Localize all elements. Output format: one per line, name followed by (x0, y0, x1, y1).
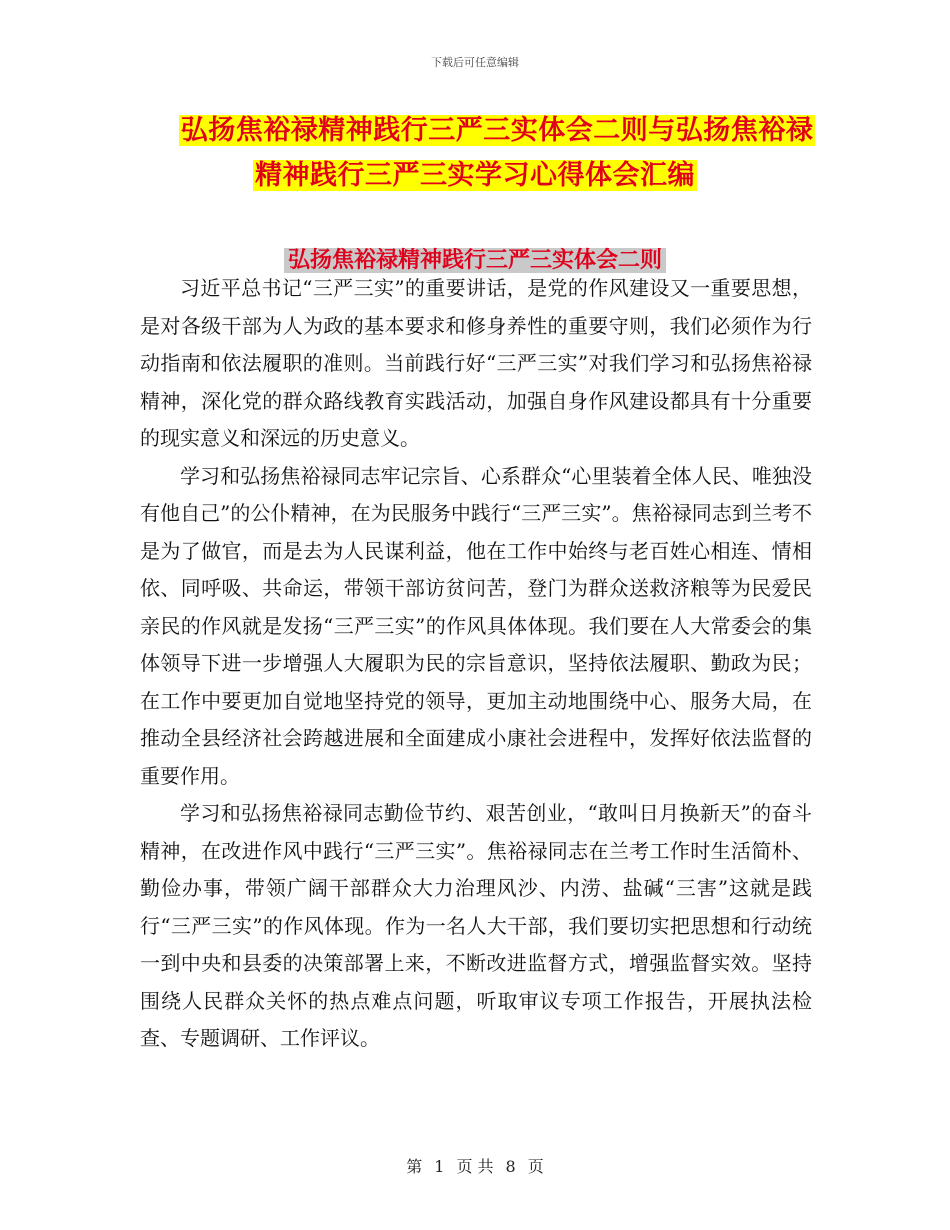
page-footer (0, 1154, 950, 1177)
footer-middle: 页 共 (456, 1157, 494, 1176)
paragraph-3: 学习和弘扬焦裕禄同志勤俭节约、艰苦创业，“敢叫日月换新天”的奋斗精神，在改进作风中践行“三严三实”。焦裕禄同志在兰考工作时生活简朴、勤俭办事，带领广阔干部群众大力治理风沙、内涝、盐碱“三害”这就是践行“三严三实”的作风体现。作为一名人大干部，我们要切实把思想和行动统一到中央和县委的决策部署上来，不断改进监督方式，增强监督实效。坚持围绕人民群众关怀的热点难点问题，听取审议专项工作报告，开展执法检查、专题调研、工作评议。 (140, 801, 812, 1050)
title-line-2-text: 精神践行三严三实学习心得体会汇编 (255, 160, 695, 191)
paragraph-2: 学习和弘扬焦裕禄同志牢记宗旨、心系群众“心里装着全体人民、唯独没有他自己”的公仆精神，在为民服务中践行“三严三实”。焦裕禄同志到兰考不是为了做官，而是去为人民谋利益，他在工作中始终与老百姓心相连、情相依、同呼吸、共命运，带领干部访贫问苦，登门为群众送救济粮等为民爱民亲民的作风就是发扬“三严三实”的作风具体体现。我们要在人大常委会的集体领导下进一步增强人大履职为民的宗旨意识，坚持依法履职、勤政为民；在工作中要更加自觉地坚持党的领导，更加主动地围绕中心、服务大局，在推动全县经济社会跨越进展和全面建成小康社会进程中，发挥好依法监督的重要作用。 (140, 463, 812, 788)
footer-suffix: 页 (527, 1157, 544, 1176)
footer-page-number: 1 (434, 1157, 445, 1176)
header-note: 下载后可任意编辑 (431, 56, 519, 69)
document-title-line-1 (0, 113, 950, 149)
paragraph-1: 习近平总书记“三严三实”的重要讲话，是党的作风建设又一重要思想，是对各级干部为人为政的基本要求和修身养性的重要守则，我们必须作为行动指南和依法履职的准则。当前践行好“三严三实”对我们学习和弘扬焦裕禄精神，深化党的群众路线教育实践活动，加强自身作风建设都具有十分重要的现实意义和深远的历史意义。 (140, 276, 812, 450)
title-line-1-text: 弘扬焦裕禄精神践行三严三实体会二则与弘扬焦裕禄 (180, 115, 814, 146)
footer-total-pages: 8 (505, 1157, 516, 1176)
document-title-line-2 (0, 158, 950, 194)
footer-prefix: 第 (406, 1157, 423, 1176)
section-title-text: 弘扬焦裕禄精神践行三严三实体会二则 (284, 248, 666, 273)
body-text (140, 270, 812, 1058)
